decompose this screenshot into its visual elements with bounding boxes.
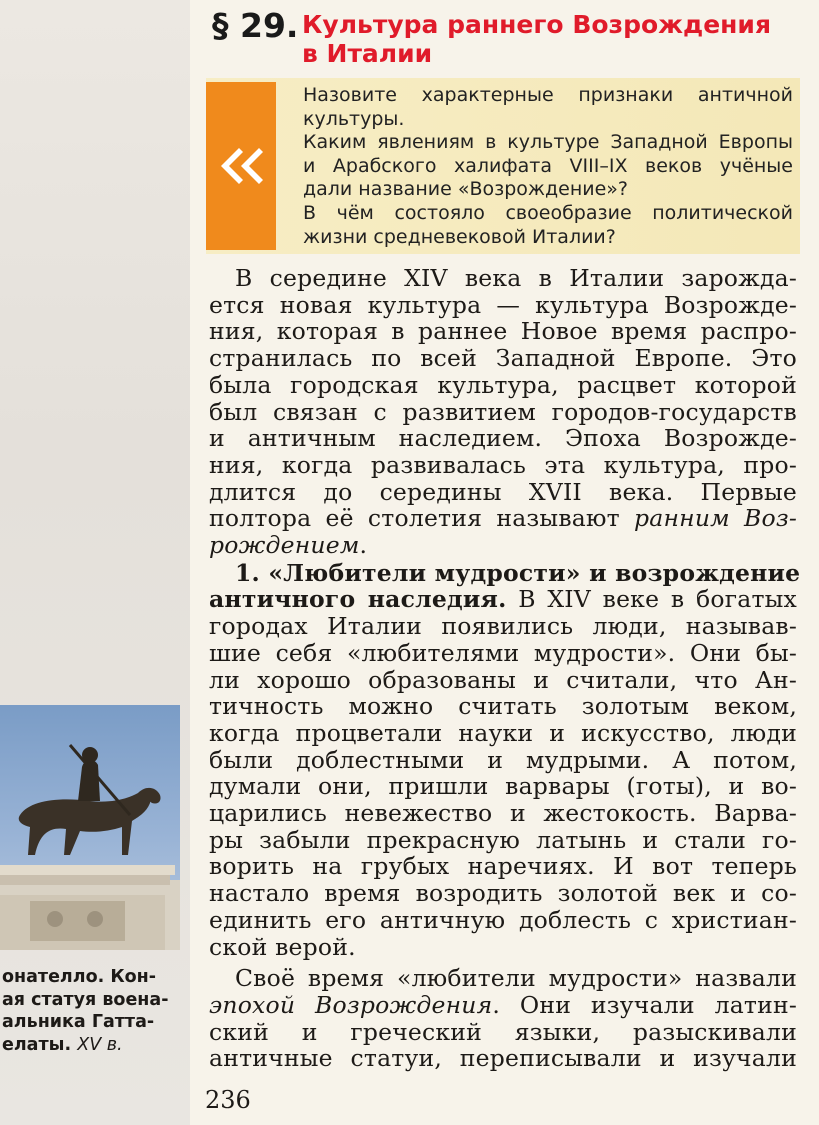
double-chevron-left-icon	[217, 146, 265, 186]
text-line: В середине XIV века в Италии зарожда-	[235, 264, 797, 292]
caption-line: ая статуя военa-	[2, 989, 169, 1010]
text-line: шие себя «любителями мудрости». Они бы-	[209, 638, 797, 667]
text-line: длится до середины XVII века. Первые	[209, 477, 797, 506]
page-number: 236	[205, 1086, 251, 1114]
text-line: античные статуи, переписывали и изучали	[209, 1044, 797, 1073]
text-line: думали они, пришли варвары (готы), и во-	[209, 772, 797, 801]
text-line: ры забыли прекрасную латынь и стали го-	[209, 825, 797, 854]
text-line: странилась по всей Западной Европе. Это	[209, 344, 797, 373]
text-line: Своё время «любители мудрости» назвали	[235, 964, 797, 993]
text-line: ния, которая в раннее Новое время распро-	[209, 317, 797, 346]
chapter-title-line-1: Культура раннего Возрождения	[302, 10, 772, 39]
recall-line: В чём состояло своеобразие политической	[303, 201, 793, 224]
text-line: единить его античную доблесть с христиан-	[209, 905, 797, 934]
chapter-title-line-2: в Италии	[302, 39, 433, 68]
statue-illustration	[0, 705, 180, 950]
recall-marker	[206, 82, 276, 250]
recall-line: жизни средневековой Италии?	[303, 225, 616, 248]
page-margin-shadow	[0, 0, 190, 1125]
text-line: ский и греческий языки, разыскивали	[209, 1017, 797, 1046]
term-early-renaissance: ранним Воз-	[634, 504, 798, 533]
text-line: была городская культура, расцвет которой	[209, 370, 797, 399]
recall-line: Каким явлениям в культуре Западной Европы	[303, 131, 793, 154]
recall-questions	[303, 84, 793, 249]
text-line: ется новая культура — культура Возрожде-	[209, 290, 797, 319]
text-fragment: полтора её столетия называют	[209, 504, 635, 533]
text-line: ния, когда развивалась эта культура, про-	[209, 450, 797, 479]
recall-line: дали название «Возрождение»?	[303, 178, 629, 201]
text-line: ли хорошо образованы и считали, что Ан-	[209, 665, 797, 694]
text-line	[209, 505, 797, 532]
text-fragment: В XIV веке в богатых	[506, 585, 797, 614]
text-fragment: . Они изучали латин-	[492, 990, 797, 1019]
figure-caption	[2, 966, 187, 1056]
text-line: настало время возродить золотой век и со-	[209, 879, 797, 908]
text-line	[209, 532, 797, 559]
text-line	[209, 992, 797, 1019]
text-line: ворить на грубых наречиях. И вот теперь	[209, 852, 797, 881]
text-fragment: .	[359, 531, 368, 560]
caption-fragment: елаты.	[2, 1034, 78, 1055]
equestrian-statue-image	[0, 705, 180, 950]
term-early-renaissance-end: рождением	[209, 531, 360, 560]
term-renaissance-epoch: эпохой Возрождения	[209, 990, 493, 1019]
caption-line: альника Гатта-	[2, 1012, 155, 1032]
section-title-line-2: античного наследия.	[209, 585, 507, 614]
text-line: когда процветали науки и искусство, люди	[209, 718, 797, 747]
text-line: были доблестными и мудрыми. А потом,	[209, 745, 797, 774]
caption-line: онателло. Кон-	[2, 967, 157, 987]
text-line: ской верой.	[209, 932, 356, 961]
text-line: царились невежество и жестокость. Варва-	[209, 799, 797, 828]
text-line	[209, 586, 797, 613]
recall-questions-box	[206, 78, 800, 254]
caption-line	[2, 1034, 187, 1057]
main-text	[209, 264, 801, 1073]
text-line: и античным наследием. Эпоха Возрожде-	[209, 424, 797, 453]
text-line: тичность можно считать золотым веком,	[209, 692, 797, 721]
recall-line: культуры.	[303, 107, 405, 130]
section-title-line-1: 1. «Любители мудрости» и возрождение	[235, 558, 801, 587]
text-line: городах Италии появились люди, называв-	[209, 612, 797, 641]
caption-century: XV в.	[77, 1034, 123, 1055]
section-heading	[209, 558, 801, 587]
recall-line: и Арабского халифата VIII–IX веков учёные	[303, 154, 793, 177]
text-line: был связан с развитием городов-государств	[209, 397, 797, 426]
recall-line: Назовите характерные признаки античной	[303, 84, 793, 106]
paragraph-number: § 29.	[212, 6, 299, 45]
